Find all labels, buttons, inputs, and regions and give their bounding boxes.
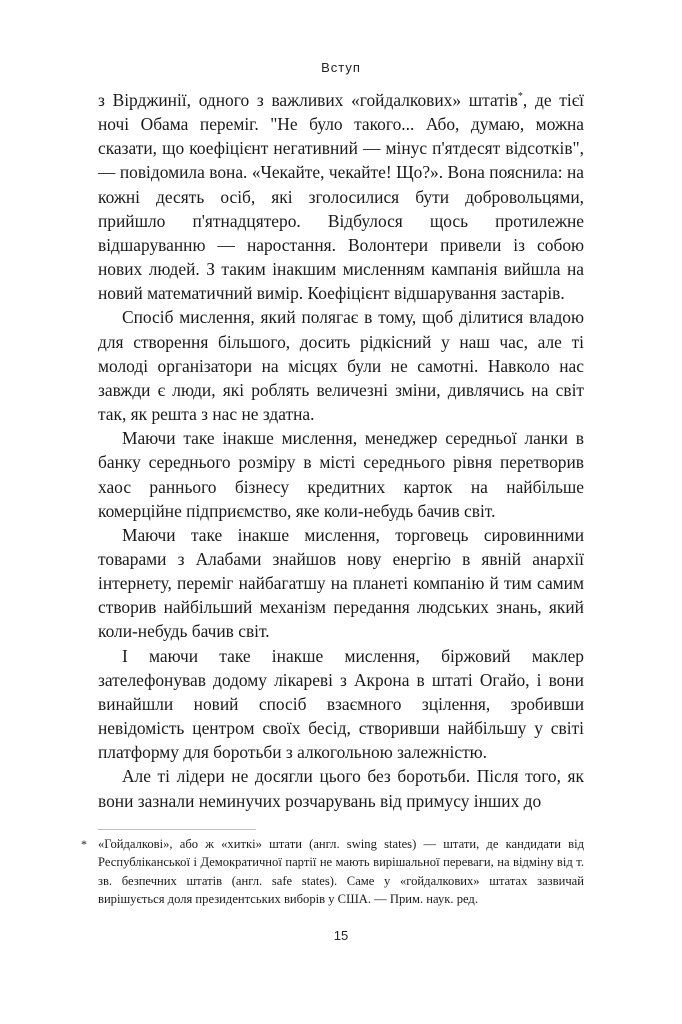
paragraph-text: з Вірджинії, одного з важливих «гойдалкових» штатів	[98, 90, 518, 110]
paragraph	[98, 88, 584, 305]
footnote-divider	[98, 829, 256, 830]
running-head: Вступ	[321, 60, 361, 75]
page-number: 15	[333, 928, 349, 943]
paragraph: Маючи таке інакше мислення, торговець сировинними товарами з Алабами знайшов нову енергію в явній анархії інтернету, переміг найбагатшу на планеті компанію й тим самим створив найбільший механізм передання людських знань, який коли-небудь бачив світ.	[98, 524, 584, 642]
footnote	[81, 835, 584, 909]
paragraph: Але ті лідери не досягли цього без боротьби. Після того, як вони зазнали неминучих розчарувань від примусу інших до	[98, 766, 584, 811]
paragraph: І маючи таке інакше мислення, біржовий маклер зателефонував додому лікареві з Акрона в штаті Огайо, і вони винайшли новий спосіб взаємного зцілення, зробивши невідомість центром своїх бесід, створивши найбільшу у світі платформу для боротьби з алкогольною залежністю.	[98, 645, 584, 763]
paragraph: Спосіб мислення, який полягає в тому, щоб ділитися владою для створення більшого, досить рідкісний у наш час, але ті молоді організатори на місцях були не самотні. Навколо нас завжди є люди, які роблять величезні зміни, дивлячись на світ так, як решта з нас не здатна.	[98, 307, 584, 425]
footnote-reference: *	[517, 91, 523, 103]
body-text	[98, 88, 584, 813]
paragraph-text: , де тієї ночі Обама переміг. "Не було такого... Або, думаю, можна сказати, що коефіцієнт негативний — мінус п'ятдесят відсотків", — повідомила вона. «Чекайте, чекайте! Що?». Вона пояснила: на кожні десять осіб, які зголосилися бути добровольцями, прийшло п'ятнадцятеро. Відбулося щось протилежне відшаруванню — наростання. Волонтери привели із собою нових людей. З таким інакшим мисленням кампанія вийшла на новий математичний вимір. Коефіцієнт відшарування застарів.	[98, 90, 584, 304]
footnote-marker: *	[81, 837, 87, 851]
footnote-text: «Гойдалкові», або ж «хиткі» штати (англ. swing states) — штати, де кандидати від Республіканської і Демократичної партії не мають вирішальної переваги, на відміну від т. зв. безпечних штатів (англ. safe states). Саме у «гойдалкових» штатах зазвичай вирішується доля президентських виборів у США. — Прим. наук. ред.	[98, 837, 584, 907]
paragraph: Маючи таке інакше мислення, менеджер середньої ланки в банку середнього розміру в місті середнього рівня перетворив хаос раннього бізнесу кредитних карток на найбільше комерційне підприємство, яке коли-небудь бачив світ.	[98, 428, 584, 521]
